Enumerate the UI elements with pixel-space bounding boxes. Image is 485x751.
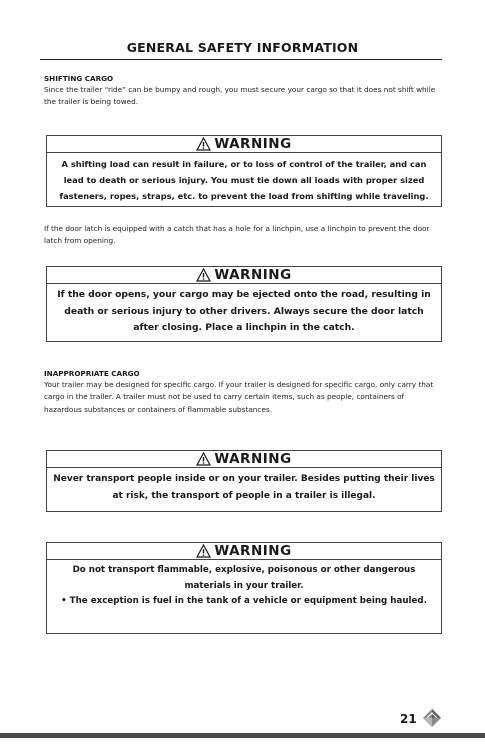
warning-header bbox=[47, 451, 441, 468]
door-latch-paragraph: If the door latch is equipped with a catch that has a hole for a linchpin, use a linchpin to prevent the door latch from opening. bbox=[44, 224, 430, 246]
inappropriate-cargo-paragraph: Your trailer may be designed for specific cargo. If your trailer is designed for specific cargo, only carry that cargo in the trailer. A trailer must not be used to carry certain items, such as people, containers of hazardous substances or containers of flammable substances. bbox=[44, 380, 434, 414]
warning-header bbox=[47, 136, 441, 153]
warning-label: WARNING bbox=[214, 451, 292, 467]
shifting-cargo-paragraph: Since the trailer “ride” can be bumpy and rough, you must secure your cargo so that it does not shift while the trailer is being towed. bbox=[44, 85, 436, 107]
footer-bar bbox=[0, 733, 485, 738]
warning-label: WARNING bbox=[214, 136, 292, 152]
page-number: 21 bbox=[400, 712, 417, 726]
warning-text: Never transport people inside or on your trailer. Besides putting their lives at risk, the transport of people in a trailer is illegal. bbox=[53, 474, 435, 501]
warning-header bbox=[47, 267, 441, 284]
warning-text: If the door opens, your cargo may be ejected onto the road, resulting in death or serious injury to other drivers. Always secure the door latch after closing. Place a linchpin in the catch. bbox=[57, 289, 431, 334]
warning-box-door-opens bbox=[46, 266, 442, 342]
warning-triangle-icon bbox=[196, 268, 211, 282]
warning-triangle-icon bbox=[196, 452, 211, 466]
warning-box-dangerous-materials bbox=[46, 542, 442, 634]
shifting-cargo-heading: SHIFTING CARGO bbox=[44, 74, 114, 83]
warning-triangle-icon bbox=[196, 137, 211, 151]
warning-box-shifting-load bbox=[46, 135, 442, 207]
warning-box-people bbox=[46, 450, 442, 512]
warning-body bbox=[47, 560, 441, 615]
warning-bullet: • The exception is fuel in the tank of a vehicle or equipment being hauled. bbox=[61, 596, 427, 606]
warning-triangle-icon bbox=[196, 544, 211, 558]
warning-text: Do not transport flammable, explosive, poisonous or other dangerous materials in your trailer. bbox=[72, 565, 416, 591]
page-title: GENERAL SAFETY INFORMATION bbox=[126, 40, 359, 55]
inappropriate-cargo-heading: INAPPROPRIATE CARGO bbox=[44, 369, 140, 378]
warning-text: A shifting load can result in failure, or to loss of control of the trailer, and can lead to death or serious injury. You must tie down all loads with proper sized fasteners, ropes, straps, etc. to prevent the load from shifting while traveling. bbox=[59, 159, 429, 201]
diamond-logo-icon bbox=[422, 708, 442, 728]
warning-label: WARNING bbox=[214, 267, 292, 283]
title-divider bbox=[40, 59, 442, 60]
warning-header bbox=[47, 543, 441, 560]
warning-label: WARNING bbox=[214, 543, 292, 559]
